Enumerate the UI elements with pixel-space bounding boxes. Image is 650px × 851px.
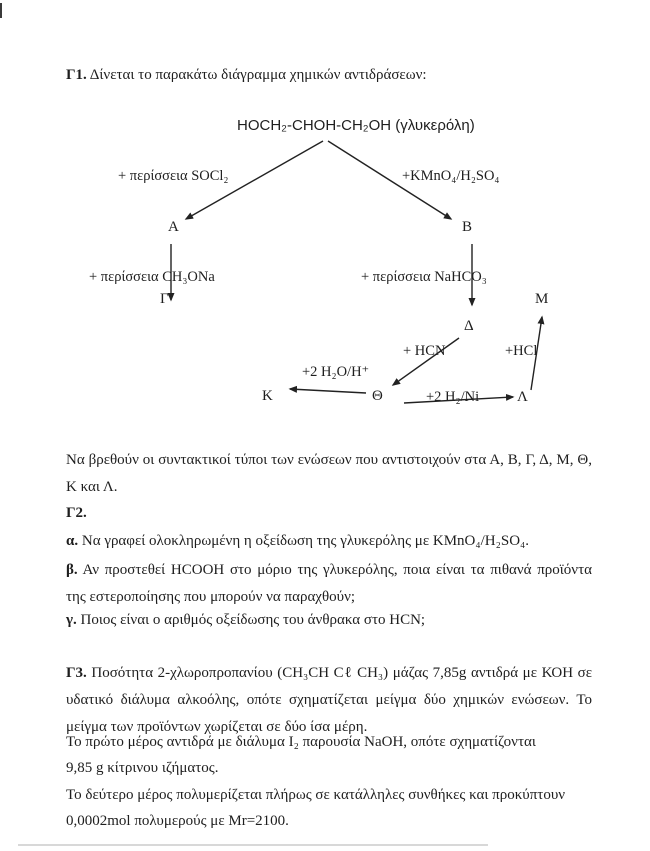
node-Delta: Δ [464, 318, 474, 334]
reagent-hcl: +HCl [505, 343, 538, 359]
reagent-ch3ona: + περίσσεια CH₃ONa [89, 269, 215, 285]
reagent-nahco3: + περίσσεια NaHCO₃ [361, 269, 487, 285]
q2-c-label: γ. [66, 612, 77, 628]
reagent-h2o-h: +2 H₂O/H⁺ [302, 364, 370, 380]
q2-heading: Γ2. [66, 505, 87, 521]
q3-paragraph-4: Το δεύτερο μέρος πολυμερίζεται πλήρως σε κατάλληλες συνθήκες και προκύπτουν [66, 787, 566, 803]
glycerol-formula: HOCH₂-CHOH-CH₂OH (γλυκερόλη) [237, 117, 475, 134]
q1-task-text: Να βρεθούν οι συντακτικοί τύποι των ενώσεων που αντιστοιχούν στα Α, Β, Γ, Δ, Μ, Θ, Κ και Λ. [66, 452, 592, 495]
node-K: Κ [262, 388, 273, 404]
node-A: Α [168, 219, 179, 235]
node-Lambda: Λ [517, 389, 528, 405]
q1-task [66, 447, 592, 501]
reagent-kmno4: +KMnO₄/H₂SO₄ [402, 168, 500, 184]
node-Gamma: Γ [160, 291, 169, 307]
q3-p1-text: Ποσότητα 2-χλωροπροπανίου (CH₃CH Cℓ CH₃) μάζας 7,85g αντιδρά με ΚΟΗ σε υδατικό διάλυμα αλκοόλης, οπότε σχηματίζεται μείγμα δύο χημικών ενώσεων. Το μείγμα των προϊόντων χωρίζεται σε δύο ίσα μέρη. [66, 665, 592, 735]
reagent-hcn: + HCN [403, 343, 446, 359]
node-B: Β [462, 219, 473, 235]
q3-paragraph-5: 0,0002mol πολυμερούς με Mr=2100. [66, 813, 289, 829]
reagent-socl2: + περίσσεια SOCl₂ [118, 168, 229, 184]
node-Theta: Θ [372, 388, 383, 404]
q2-a-label: α. [66, 533, 79, 549]
q3-paragraph-3: 9,85 g κίτρινου ιζήματος. [66, 760, 219, 776]
q2-b-text: Αν προστεθεί HCOOH στο μόριο της γλυκερόλης, ποια είναι τα πιθανά προϊόντα της εστεροποίησης που μπορούν να παραχθούν; [66, 562, 592, 605]
q2-b-label: β. [66, 562, 78, 578]
q2-item-b [66, 557, 592, 611]
q1-intro: Δίνεται το παρακάτω διάγραμμα χημικών αντιδράσεων: [89, 67, 427, 83]
q2-a-text: Να γραφεί ολοκληρωμένη η οξείδωση της γλυκερόλης με KMnO₄/H₂SO₄. [81, 533, 530, 549]
reagent-h2-ni: +2 H₂/Ni [426, 389, 480, 405]
q2-c-text: Ποιος είναι ο αριθμός οξείδωσης του άνθρακα στο HCN; [80, 612, 426, 628]
q2-item-a [66, 528, 529, 555]
node-M: Μ [535, 291, 549, 307]
scan-edge-mark-bottom [18, 844, 488, 846]
q3-label: Γ3. [66, 665, 87, 681]
arrow-Theta-to-K [290, 389, 366, 393]
q1-label: Γ1. [66, 67, 87, 83]
q3-paragraph-2: Το πρώτο μέρος αντιδρά με διάλυμα I₂ παρουσία NaOH, οπότε σχηματίζονται [66, 734, 536, 750]
q2-item-c [66, 607, 425, 634]
